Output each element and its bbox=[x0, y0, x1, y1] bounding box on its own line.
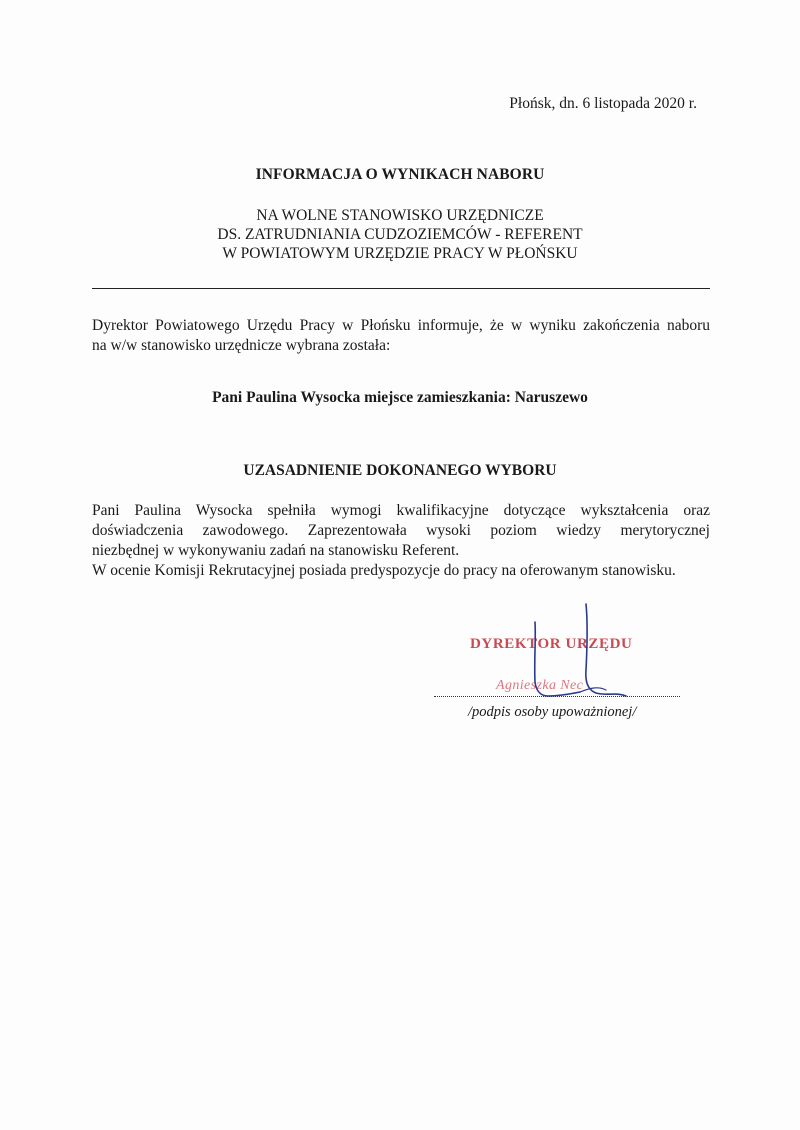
signature-block bbox=[430, 600, 700, 750]
selected-candidate: Pani Paulina Wysocka miejsce zamieszkania: Naruszewo bbox=[212, 389, 588, 406]
signature-caption: /podpis osoby upoważnionej/ bbox=[468, 704, 637, 720]
subtitle-line: DS. ZATRUDNIANIA CUDZOZIEMCÓW - REFERENT bbox=[217, 226, 583, 243]
paragraph-line: doświadczenia zawodowego. Zaprezentowała wysoki poziom wiedzy merytorycznej bbox=[92, 522, 710, 539]
signature-dotted-line bbox=[434, 696, 680, 697]
position-subtitle bbox=[0, 206, 800, 263]
document-title: INFORMACJA O WYNIKACH NABORU bbox=[255, 166, 545, 183]
subtitle-line: W POWIATOWYM URZĘDZIE PRACY W PŁOŃSKU bbox=[222, 245, 578, 262]
justification-heading: UZASADNIENIE DOKONANEGO WYBORU bbox=[243, 462, 557, 479]
stamp-name: Agnieszka Nec bbox=[496, 678, 584, 693]
handwritten-signature-icon bbox=[430, 600, 700, 710]
justification-paragraph bbox=[92, 501, 710, 581]
intro-paragraph bbox=[92, 316, 710, 356]
paragraph-line: Pani Paulina Wysocka spełniła wymogi kwalifikacyjne dotyczące wykształcenia oraz bbox=[92, 502, 710, 519]
director-stamp: DYREKTOR URZĘDU bbox=[470, 636, 633, 652]
paragraph-line: W ocenie Komisji Rekrutacyjnej posiada predyspozycje do pracy na oferowanym stanowisku. bbox=[92, 562, 676, 579]
subtitle-line: NA WOLNE STANOWISKO URZĘDNICZE bbox=[256, 207, 544, 224]
paragraph-line: na w/w stanowisko urzędnicze wybrana została: bbox=[92, 337, 391, 354]
horizontal-divider bbox=[92, 288, 710, 289]
date-line: Płońsk, dn. 6 listopada 2020 r. bbox=[509, 95, 697, 112]
paragraph-line: Dyrektor Powiatowego Urzędu Pracy w Płońsku informuje, że w wyniku zakończenia naboru bbox=[92, 317, 710, 334]
paragraph-line: niezbędnej w wykonywaniu zadań na stanowisku Referent. bbox=[92, 542, 460, 559]
